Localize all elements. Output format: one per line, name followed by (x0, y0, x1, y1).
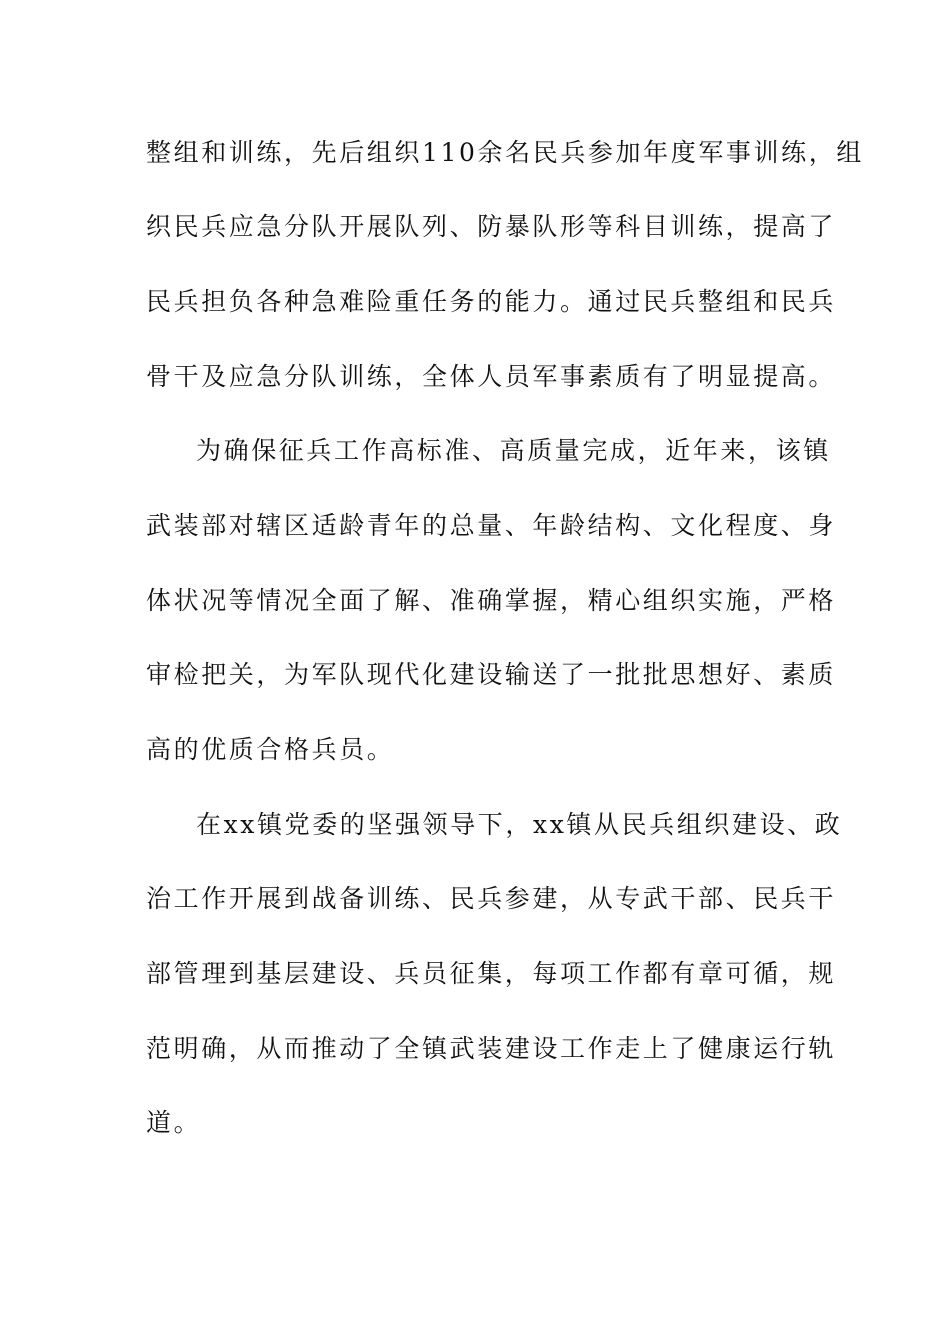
paragraph-first-line: 在xx镇党委的坚强领导下，xx镇从民兵组织建设、政 (196, 810, 843, 839)
paragraph-first-line: 为确保征兵工作高标准、高质量完成，近年来，该镇 (196, 436, 831, 465)
paragraph-line: 体状况等情况全面了解、准确掌握，精心组织实施，严格 (146, 586, 837, 615)
paragraph-line: 范明确，从而推动了全镇武装建设工作走上了健康运行轨 (146, 1034, 837, 1063)
paragraph-line: 民兵担负各种急难险重任务的能力。通过民兵整组和民兵 (146, 287, 837, 316)
paragraph-line: 整组和训练，先后组织110余名民兵参加年度军事训练，组 (146, 138, 864, 167)
paragraph-line: 织民兵应急分队开展队列、防暴队形等科目训练，提高了 (146, 212, 837, 241)
paragraph-line: 道。 (146, 1108, 202, 1137)
paragraph-line: 审检把关，为军队现代化建设输送了一批批思想好、素质 (146, 660, 837, 689)
paragraph-line: 武装部对辖区适龄青年的总量、年龄结构、文化程度、身 (146, 511, 837, 540)
paragraph-line: 部管理到基层建设、兵员征集，每项工作都有章可循，规 (146, 959, 837, 988)
paragraph-line: 治工作开展到战备训练、民兵参建，从专武干部、民兵干 (146, 884, 837, 913)
paragraph-line: 骨干及应急分队训练，全体人员军事素质有了明显提高。 (146, 362, 837, 391)
paragraph-line: 高的优质合格兵员。 (146, 735, 395, 764)
